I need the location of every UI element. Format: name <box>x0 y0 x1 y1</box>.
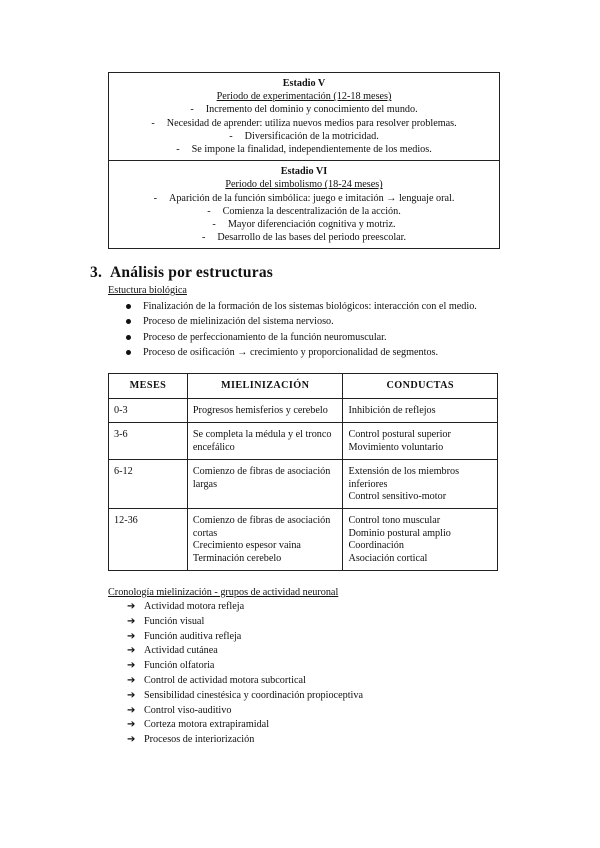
stage-item <box>115 117 493 130</box>
stage-item-text: Diversificación de la motricidad. <box>244 130 379 142</box>
dash-marker: - <box>190 104 194 116</box>
column-header-months: MESES <box>109 374 188 399</box>
list-item <box>126 314 477 329</box>
chronology-item-text: Actividad cutánea <box>144 645 218 657</box>
cell-line: Control postural superior <box>348 429 451 441</box>
arrow-right-icon: ➔ <box>127 719 136 731</box>
chronology-item-text: Corteza motora extrapiramidal <box>144 719 270 731</box>
chronology-item-text: Función visual <box>144 615 205 627</box>
column-header-myelination: MIELINIZACIÓN <box>187 374 343 399</box>
stage-item-text: Comienza la descentralización de la acción. <box>222 205 401 217</box>
months-cell: 3-6 <box>109 423 188 460</box>
arrow-right-icon: ➔ <box>127 615 136 627</box>
cell-line: Comienzo de fibras de asociación <box>192 466 331 478</box>
behaviors-cell <box>343 509 498 571</box>
months-cell: 6-12 <box>109 460 188 509</box>
stage-title: Estadio VI <box>280 166 328 178</box>
table-row <box>109 423 498 460</box>
bullet-icon <box>126 335 131 340</box>
list-item <box>126 299 477 314</box>
chronology-item-text: Actividad motora refleja <box>144 601 245 612</box>
chronology-item-text: Sensibilidad cinestésica y coordinación propioceptiva <box>144 689 363 701</box>
cell-line: Inhibición de reflejos <box>348 405 436 416</box>
bullet-text: Finalización de la formación de los sistemas biológicos: interacción con el medio. <box>143 301 477 312</box>
cell-line: cortas <box>192 527 218 539</box>
section-title: Análisis por estructuras <box>110 264 273 281</box>
chronology-list <box>127 600 363 748</box>
arrow-right-icon: ➔ <box>127 674 136 686</box>
myelination-cell <box>187 509 343 571</box>
cell-line: Coordinación <box>348 540 404 552</box>
myelination-cell <box>187 460 343 509</box>
arrow-right-icon: ➔ <box>127 630 136 642</box>
dash-marker: - <box>153 192 157 204</box>
list-item <box>127 689 363 704</box>
chronology-item-text: Procesos de interiorización <box>144 734 255 746</box>
arrow-right-icon: ➔ <box>127 689 136 701</box>
arrow-right-icon: ➔ <box>127 704 136 716</box>
stage-item <box>115 143 493 156</box>
stage-item-text: Desarrollo de las bases del periodo preescolar. <box>217 232 407 244</box>
cell-line: Se completa la médula y el tronco <box>192 429 332 441</box>
arrow-right-icon: ➔ <box>127 601 136 612</box>
column-header-behaviors: CONDUCTAS <box>343 374 498 399</box>
myelination-table <box>108 373 498 571</box>
bullet-text: Proceso de perfeccionamiento de la función neuromuscular. <box>143 331 387 343</box>
stage-item-text: Necesidad de aprender: utiliza nuevos medios para resolver problemas. <box>166 117 457 129</box>
stage-item-text: Incremento del dominio y conocimiento del mundo. <box>205 104 418 116</box>
stage-title: Estadio V <box>282 78 326 89</box>
behaviors-cell <box>343 423 498 460</box>
cell-line: Asociación cortical <box>348 552 428 564</box>
dash-marker: - <box>212 219 216 231</box>
list-item <box>127 644 363 659</box>
stage-v <box>109 73 499 160</box>
cell-line: Progresos hemisferios y cerebelo <box>192 405 328 416</box>
dash-marker: - <box>201 232 206 244</box>
stage-item <box>115 231 493 244</box>
bullet-icon <box>126 319 131 324</box>
stage-subtitle: Periodo del simbolismo (18-24 meses) <box>225 179 383 191</box>
list-item <box>127 600 363 615</box>
stage-vi <box>109 160 499 248</box>
behaviors-cell <box>343 460 498 509</box>
biological-heading: Estuctura biológica <box>108 285 187 296</box>
cell-line: encefálico <box>192 441 235 453</box>
stage-item-text: Se impone la finalidad, independientemente de los medios. <box>191 144 432 156</box>
months-cell: 12-36 <box>109 509 188 571</box>
list-item <box>127 733 363 748</box>
stage-item <box>115 218 493 231</box>
stage-subtitle: Periodo de experimentación (12-18 meses) <box>216 91 392 103</box>
table-row <box>109 509 498 571</box>
months-cell: 0-3 <box>109 399 188 423</box>
chronology-item-text: Función olfatoria <box>144 660 215 672</box>
stage-item <box>115 192 493 205</box>
bullet-icon <box>126 350 131 355</box>
chronology-heading: Cronología mielinización - grupos de actividad neuronal <box>108 587 339 598</box>
cell-line: largas <box>192 478 218 490</box>
stages-box <box>108 72 500 249</box>
dash-marker: - <box>229 130 233 142</box>
cell-line: Terminación cerebelo <box>192 552 282 564</box>
list-item <box>126 330 477 345</box>
list-item <box>127 615 363 630</box>
table-row <box>109 460 498 509</box>
cell-line: Comienzo de fibras de asociación <box>192 515 331 527</box>
chronology-item-text: Función auditiva refleja <box>144 630 242 642</box>
table-header-row <box>109 374 498 399</box>
list-item <box>127 674 363 689</box>
arrow-right-icon: ➔ <box>127 660 136 672</box>
list-item <box>126 345 477 360</box>
stage-item-text: Aparición de la función simbólica: juego e imitación → lenguaje oral. <box>168 192 455 204</box>
dash-marker: - <box>207 205 211 217</box>
list-item <box>127 704 363 719</box>
dash-marker: - <box>151 117 155 129</box>
cell-line: Dominio postural amplio <box>348 527 451 539</box>
myelination-cell <box>187 423 343 460</box>
table-row <box>109 399 498 423</box>
section-number: 3. <box>90 264 103 281</box>
list-item <box>127 718 363 733</box>
arrow-right-icon: ➔ <box>127 734 136 746</box>
list-item <box>127 630 363 645</box>
bullet-text: Proceso de mielinización del sistema nervioso. <box>143 316 334 328</box>
cell-line: Control sensitivo-motor <box>348 491 447 503</box>
cell-line: Control tono muscular <box>348 515 441 527</box>
chronology-item-text: Control de actividad motora subcortical <box>144 674 306 686</box>
chronology-item-text: Control viso-auditivo <box>144 704 232 716</box>
behaviors-cell <box>343 399 498 423</box>
cell-line: Extensión de los miembros <box>348 466 460 478</box>
cell-line: inferiores <box>348 478 388 490</box>
bullet-icon <box>126 304 131 309</box>
stage-item <box>115 205 493 218</box>
arrow-right-icon: ➔ <box>127 645 136 657</box>
myelination-cell <box>187 399 343 423</box>
biological-bullet-list <box>126 299 477 361</box>
bullet-text: Proceso de osificación → crecimiento y proporcionalidad de segmentos. <box>143 347 439 359</box>
cell-line: Crecimiento espesor vaina <box>192 540 301 552</box>
stage-item <box>115 103 493 116</box>
list-item <box>127 659 363 674</box>
cell-line: Movimiento voluntario <box>348 441 444 453</box>
stage-item-text: Mayor diferenciación cognitiva y motriz. <box>227 219 396 231</box>
stage-item <box>115 130 493 143</box>
section-heading <box>90 264 273 282</box>
dash-marker: - <box>176 144 180 156</box>
